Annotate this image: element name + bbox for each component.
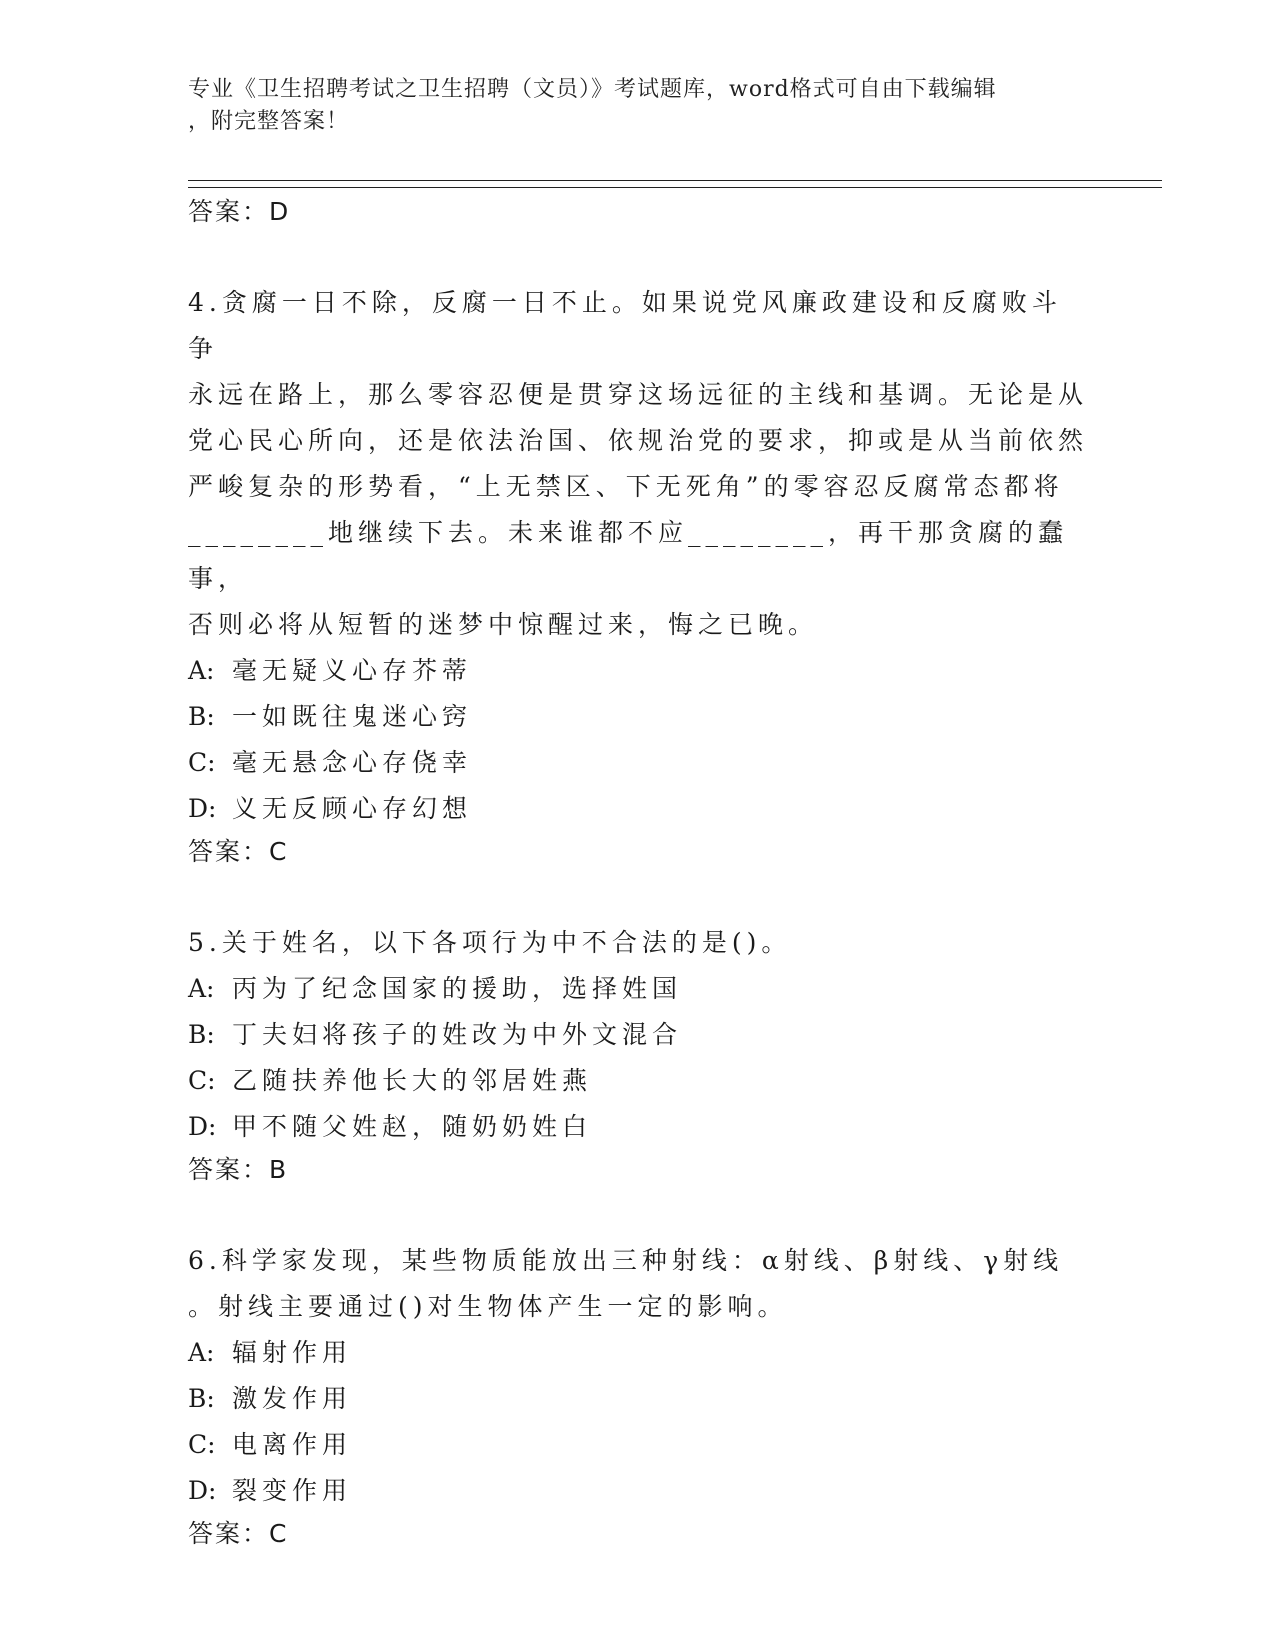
question-block-6 — [188, 1238, 1088, 1554]
question-4-option-c — [188, 740, 1088, 786]
option-text: 丁夫妇将孩子的姓改为中外文混合 — [232, 1020, 683, 1049]
question-4-line-6: 否则必将从短暂的迷梦中惊醒过来，悔之已晚。 — [188, 610, 819, 639]
option-text: 乙随扶养他长大的邻居姓燕 — [232, 1066, 593, 1095]
header-divider — [188, 180, 1162, 188]
question-6-option-a — [188, 1330, 1088, 1376]
question-4-line-3: 党心民心所向，还是依法治国、依规治党的要求，抑或是从当前依然 — [188, 426, 1089, 455]
question-6-option-d — [188, 1468, 1088, 1514]
option-letter: A: — [188, 1338, 215, 1367]
question-4-option-a — [188, 648, 1088, 694]
header-title-line-1: 专业《卫生招聘考试之卫生招聘（文员）》考试题库，word格式可自由下载编辑 — [188, 77, 997, 102]
option-letter: A: — [188, 974, 215, 1003]
question-6-line-1: 6.科学家发现，某些物质能放出三种射线：α射线、β射线、γ射线 — [188, 1246, 1064, 1275]
document-body — [188, 192, 1088, 1554]
question-4-answer: 答案：C — [188, 837, 289, 866]
question-6-option-c — [188, 1422, 1088, 1468]
option-text: 电离作用 — [232, 1430, 353, 1459]
question-4-line-1: 4.贪腐一日不除，反腐一日不止。如果说党风廉政建设和反腐败斗争 — [188, 288, 1062, 363]
option-letter: B: — [188, 1384, 215, 1413]
previous-answer: 答案：D — [188, 197, 291, 226]
question-5-option-c — [188, 1058, 1088, 1104]
header-title-line-2: ，附完整答案！ — [188, 109, 350, 134]
option-text: 毫无疑义心存芥蒂 — [232, 656, 473, 685]
option-text: 甲不随父姓赵，随奶奶姓白 — [232, 1112, 593, 1141]
document-header — [188, 74, 1088, 138]
spacer — [188, 232, 1088, 280]
option-letter: B: — [188, 702, 215, 731]
option-letter: C: — [188, 1430, 216, 1459]
question-block-5 — [188, 920, 1088, 1190]
question-4-option-d — [188, 786, 1088, 832]
spacer — [188, 872, 1088, 920]
question-5-line-1: 5.关于姓名，以下各项行为中不合法的是()。 — [188, 928, 792, 957]
option-text: 激发作用 — [232, 1384, 353, 1413]
option-letter: D: — [188, 794, 217, 823]
question-5-option-b — [188, 1012, 1088, 1058]
question-5-option-a — [188, 966, 1088, 1012]
option-letter: C: — [188, 748, 216, 777]
question-4-line-2: 永远在路上，那么零容忍便是贯穿这场远征的主线和基调。无论是从 — [188, 380, 1089, 409]
question-6-answer: 答案：C — [188, 1519, 289, 1548]
option-text: 一如既往鬼迷心窍 — [232, 702, 473, 731]
option-text: 义无反顾心存幻想 — [232, 794, 473, 823]
option-text: 裂变作用 — [232, 1476, 353, 1505]
question-5-option-d — [188, 1104, 1088, 1150]
spacer — [188, 1190, 1088, 1238]
option-text: 毫无悬念心存侥幸 — [232, 748, 473, 777]
question-6-option-b — [188, 1376, 1088, 1422]
question-6-line-2: 。射线主要通过()对生物体产生一定的影响。 — [188, 1292, 788, 1321]
question-5-answer: 答案：B — [188, 1155, 289, 1184]
question-4-line-4: 严峻复杂的形势看，“上无禁区、下无死角”的零容忍反腐常态都将 — [188, 472, 1064, 501]
option-letter: A: — [188, 656, 215, 685]
question-block-4 — [188, 280, 1088, 872]
option-letter: D: — [188, 1112, 217, 1141]
option-text: 丙为了纪念国家的援助，选择姓国 — [232, 974, 683, 1003]
option-letter: B: — [188, 1020, 215, 1049]
option-letter: D: — [188, 1476, 217, 1505]
question-4-line-5: ________地继续下去。未来谁都不应________，再干那贪腐的蠢事， — [188, 518, 1069, 593]
question-4-option-b — [188, 694, 1088, 740]
option-letter: C: — [188, 1066, 216, 1095]
option-text: 辐射作用 — [232, 1338, 353, 1367]
